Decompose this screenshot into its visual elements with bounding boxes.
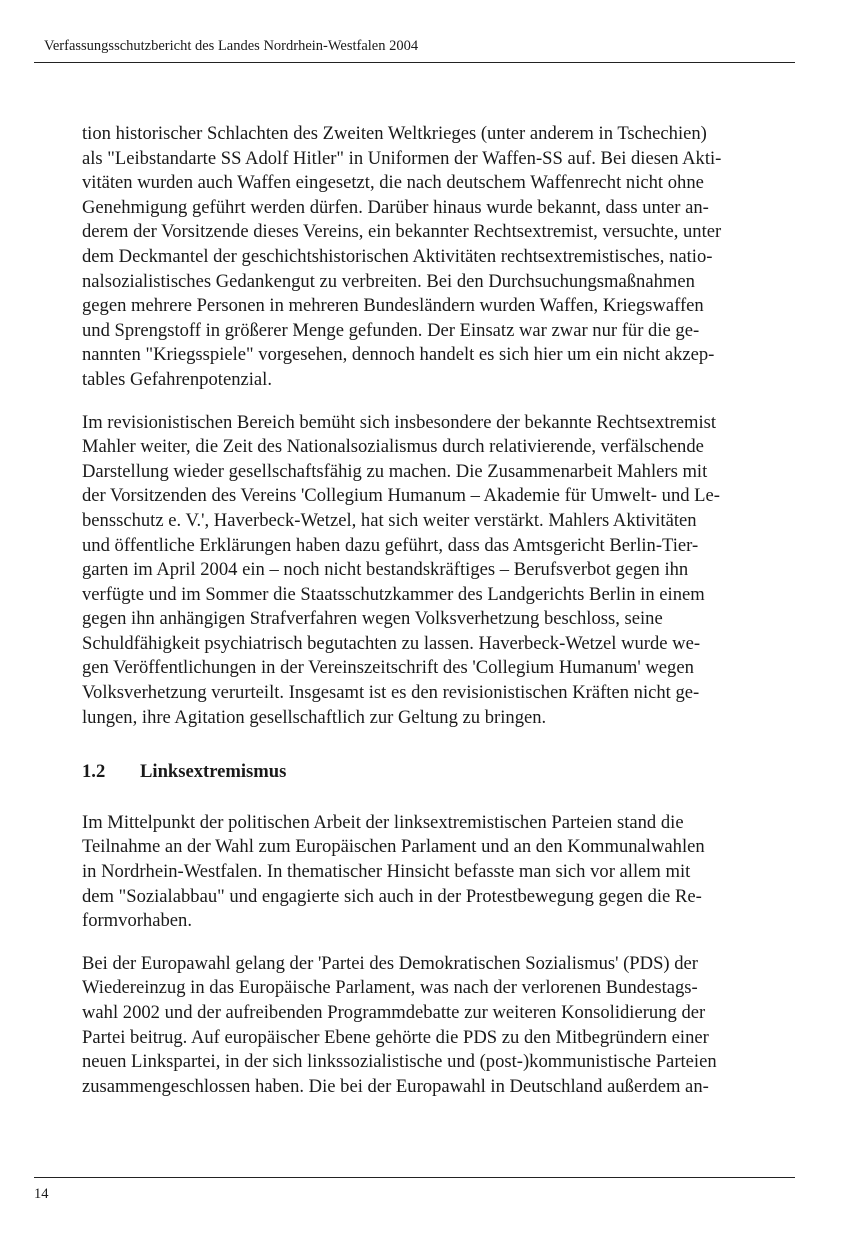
paragraph-line: Im Mittelpunkt der politischen Arbeit der linksextremistischen Parteien stand die [82, 811, 684, 833]
paragraph-line: derem der Vorsitzende dieses Vereins, ein bekannter Rechtsextremist, versuchte, unter [82, 221, 722, 243]
paragraph-line: lungen, ihre Agitation gesellschaftlich zur Geltung zu bringen. [82, 706, 547, 728]
paragraph-line: dem Deckmantel der geschichtshistorischen Aktivitäten rechtsextremistisches, natio- [82, 245, 713, 267]
paragraph-line: formvorhaben. [82, 910, 192, 932]
section-heading [82, 760, 802, 785]
paragraph-line: Genehmigung geführt werden dürfen. Darüber hinaus wurde bekannt, dass unter an- [82, 196, 709, 218]
paragraph-line: verfügte und im Sommer die Staatsschutzkammer des Landgerichts Berlin in einem [82, 583, 705, 605]
paragraph-4 [82, 952, 802, 1100]
paragraph-line: nannten "Kriegsspiele" vorgesehen, dennoch handelt es sich hier um ein nicht akzep- [82, 344, 715, 366]
paragraph-line: Darstellung wieder gesellschaftsfähig zu machen. Die Zusammenarbeit Mahlers mit [82, 460, 708, 482]
footer-rule [34, 1177, 795, 1178]
paragraph-line: Volksverhetzung verurteilt. Insgesamt ist es den revisionistischen Kräften nicht ge- [82, 682, 700, 704]
paragraph-line: wahl 2002 und der aufreibenden Programmdebatte zur weiteren Konsolidierung der [82, 1002, 706, 1023]
paragraph-line: Wiedereinzug in das Europäische Parlament, was nach der verlorenen Bundestags- [82, 977, 698, 999]
page-header [34, 36, 795, 63]
paragraph-line: gegen mehrere Personen in mehreren Bundesländern wurden Waffen, Kriegswaffen [82, 295, 704, 317]
paragraph-line: zusammengeschlossen haben. Die bei der Europawahl in Deutschland außerdem an- [82, 1075, 709, 1097]
paragraph-3 [82, 811, 802, 934]
paragraph-line: tion historischer Schlachten des Zweiten Weltkrieges (unter anderem in Tschechien) [82, 123, 707, 144]
page-number: 14 [34, 1186, 49, 1202]
paragraph-line: bensschutz e. V.', Haverbeck-Wetzel, hat sich weiter verstärkt. Mahlers Aktivitäten [82, 509, 697, 531]
paragraph-line: tables Gefahrenpotenzial. [82, 368, 272, 390]
paragraph-2 [82, 411, 802, 731]
paragraph-line: der Vorsitzenden des Vereins 'Collegium Humanum – Akademie für Umwelt- und Le- [82, 485, 720, 507]
paragraph-1 [82, 122, 802, 393]
paragraph-line: nalsozialistisches Gedankengut zu verbreiten. Bei den Durchsuchungsmaßnahmen [82, 270, 695, 292]
paragraph-line: und öffentliche Erklärungen haben dazu geführt, dass das Amtsgericht Berlin-Tier- [82, 534, 699, 556]
paragraph-line: in Nordrhein-Westfalen. In thematischer Hinsicht befasste man sich vor allem mit [82, 861, 691, 883]
page-content [82, 122, 802, 1117]
paragraph-line: garten im April 2004 ein – noch nicht bestandskräftiges – Berufsverbot gegen ihn [82, 559, 689, 581]
paragraph-line: als "Leibstandarte SS Adolf Hitler" in Uniformen der Waffen-SS auf. Bei diesen Akti- [82, 147, 722, 169]
paragraph-line: Schuldfähigkeit psychiatrisch begutachten zu lassen. Haverbeck-Wetzel wurde we- [82, 632, 701, 654]
paragraph-line: neuen Linkspartei, in der sich linkssozialistische und (post-)kommunistische Parteien [82, 1051, 717, 1073]
section-number: 1.2 [82, 761, 106, 783]
paragraph-line: gegen ihn anhängigen Strafverfahren wegen Volksverhetzung beschloss, seine [82, 608, 663, 630]
paragraph-line: Partei beitrug. Auf europäischer Ebene gehörte die PDS zu den Mitbegründern einer [82, 1026, 709, 1048]
paragraph-line: Bei der Europawahl gelang der 'Partei des Demokratischen Sozialismus' (PDS) der [82, 952, 698, 974]
paragraph-line: Mahler weiter, die Zeit des Nationalsozialismus durch relativierende, verfälschende [82, 436, 704, 458]
section-title: Linksextremismus [140, 761, 287, 783]
paragraph-line: und Sprengstoff in größerer Menge gefunden. Der Einsatz war zwar nur für die ge- [82, 319, 700, 341]
paragraph-line: dem "Sozialabbau" und engagierte sich auch in der Protestbewegung gegen die Re- [82, 885, 702, 907]
paragraph-line: Im revisionistischen Bereich bemüht sich insbesondere der bekannte Rechtsextremist [82, 411, 717, 433]
paragraph-line: gen Veröffentlichungen in der Vereinszeitschrift des 'Collegium Humanum' wegen [82, 657, 694, 679]
header-title: Verfassungsschutzbericht des Landes Nordrhein-Westfalen 2004 [44, 38, 419, 54]
paragraph-line: vitäten wurden auch Waffen eingesetzt, die nach deutschem Waffenrecht nicht ohne [82, 172, 704, 194]
paragraph-line: Teilnahme an der Wahl zum Europäischen Parlament und an den Kommunalwahlen [82, 836, 705, 858]
